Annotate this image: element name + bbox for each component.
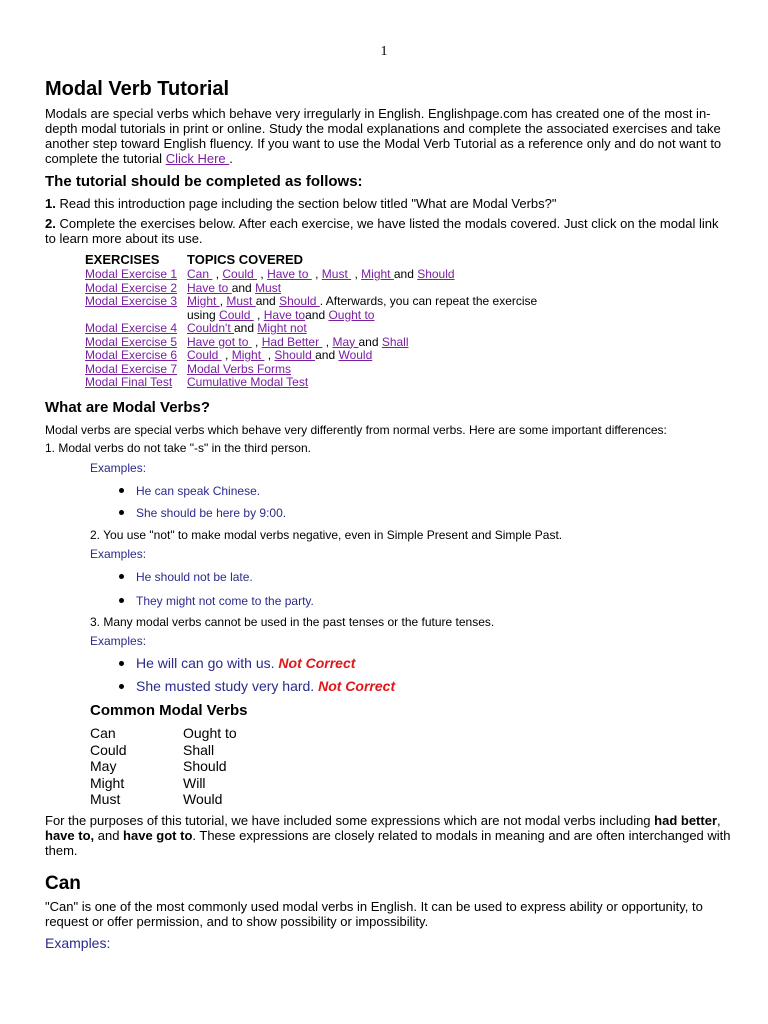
topic-link[interactable]: Would [338, 348, 373, 362]
topic-link[interactable]: Might [231, 348, 265, 362]
topic-link[interactable]: Should [417, 267, 455, 281]
exercise-row [85, 336, 537, 350]
topic-link[interactable]: Modal Verbs Forms [187, 361, 292, 376]
examples-label-3: Examples: [90, 634, 147, 648]
have-to-term: have to, [45, 828, 95, 843]
exercise-link[interactable]: Modal Exercise 5 [85, 334, 178, 349]
topic-separator: , [322, 334, 333, 349]
topic-link[interactable]: May [332, 334, 359, 349]
topic-separator: and [315, 348, 339, 362]
exercise-cell [85, 336, 187, 350]
what-are-modal-verbs-heading: What are Modal Verbs? [45, 399, 211, 416]
topic-link[interactable]: Cumulative Modal Test [187, 375, 309, 389]
topic-separator: and [255, 294, 280, 308]
can-examples-label: Examples: [45, 935, 111, 951]
topic-link[interactable]: Might [361, 267, 394, 281]
incorrect-example [119, 655, 395, 671]
topic-link[interactable]: Have to [187, 280, 232, 295]
exercise-row [85, 363, 537, 377]
expressions-paragraph [45, 813, 735, 858]
what-are-intro: Modal verbs are special verbs which behave very differently from normal verbs. Here are some important differences: [45, 423, 667, 437]
had-better-term: had better [654, 813, 717, 828]
topic-link[interactable]: Might not [257, 321, 307, 335]
point-1: 1. Modal verbs do not take "-s" in the third person. [45, 441, 311, 455]
modal-verb-row [90, 758, 237, 775]
can-heading: Can [45, 873, 81, 894]
topic-link[interactable]: Must [226, 294, 256, 308]
exercises-column-header: EXERCISES [85, 252, 160, 267]
topic-link[interactable]: Must [321, 267, 352, 281]
topic-separator: and [231, 280, 256, 295]
modal-verb-row [90, 725, 237, 742]
topic-link[interactable]: Shall [381, 334, 409, 349]
modal-verb-cell: Would [183, 791, 223, 807]
exercise-link[interactable]: Modal Exercise 4 [85, 321, 178, 335]
point-2: 2. You use "not" to make modal verbs negative, even in Simple Present and Simple Past. [90, 528, 563, 542]
examples-label-2: Examples: [90, 547, 147, 561]
topic-separator: , [251, 334, 262, 349]
topic-link[interactable]: Have got to [187, 334, 252, 349]
exercise-link[interactable]: Modal Exercise 7 [85, 361, 178, 376]
common-modal-verbs-body [90, 725, 237, 808]
common-modal-verbs-heading: Common Modal Verbs [90, 702, 248, 719]
topic-separator: , [221, 348, 232, 362]
exercise-link[interactable]: Modal Exercise 2 [85, 280, 178, 295]
exercise-link[interactable]: Modal Exercise 3 [85, 294, 178, 308]
topic-link[interactable]: Ought to [328, 307, 375, 322]
topic-separator: and [234, 321, 258, 335]
topic-link[interactable]: Can [187, 267, 213, 281]
topic-separator: , [351, 267, 362, 281]
exercise-cell [85, 295, 187, 309]
topic-separator: , [253, 307, 264, 322]
step-2-number: 2. [45, 216, 56, 231]
topic-separator: , [219, 294, 227, 308]
modal-verb-cell: Can [90, 725, 116, 741]
exercise-row [85, 282, 537, 296]
expressions-text: , [717, 813, 721, 828]
example-item: She should be here by 9:00. [119, 506, 286, 520]
exercise-cell [85, 268, 187, 282]
modal-verb-cell: Ought to [183, 725, 237, 741]
expressions-text: For the purposes of this tutorial, we have included some expressions which are not modal verbs including [45, 813, 655, 828]
examples-list-1 [119, 484, 286, 520]
exercises-table-body [85, 268, 537, 390]
example-item: He can speak Chinese. [119, 484, 286, 498]
step-2-text: Complete the exercises below. After each exercise, we have listed the modals covered. Just click on the modal link to learn more about its use. [45, 216, 719, 246]
not-correct-flag: Not Correct [318, 678, 396, 694]
exercise-cell [85, 349, 187, 363]
exercise-row [85, 349, 537, 363]
topic-separator: and [305, 307, 329, 322]
example-text: She musted study very hard. [136, 678, 319, 694]
topic-link[interactable]: Could [187, 348, 222, 362]
exercise-link[interactable]: Modal Exercise 1 [85, 267, 178, 281]
exercise-cell [85, 309, 187, 323]
topic-separator: using [187, 307, 220, 322]
topics-cell [187, 349, 537, 363]
point-3: 3. Many modal verbs cannot be used in the past tenses or the future tenses. [90, 615, 495, 629]
have-got-to-term: have got to [123, 828, 193, 843]
topic-link[interactable]: Have to [263, 307, 306, 322]
examples-list-2 [119, 570, 314, 608]
topics-cell [187, 336, 537, 350]
topic-link[interactable]: Have to [267, 267, 312, 281]
example-text: He will can go with us. [136, 655, 279, 671]
step-1 [45, 196, 725, 211]
topics-cell [187, 268, 537, 282]
topic-separator: , [257, 267, 268, 281]
topic-link[interactable]: Had Better [261, 334, 323, 349]
topics-column-header: TOPICS COVERED [187, 252, 304, 267]
examples-label-1: Examples: [90, 461, 147, 475]
exercise-row [85, 376, 537, 390]
exercise-cell [85, 282, 187, 296]
modal-verb-cell: May [90, 758, 117, 774]
exercise-cell [85, 322, 187, 336]
step-1-number: 1. [45, 196, 56, 211]
modal-verb-row [90, 791, 237, 808]
topic-link[interactable]: Should [274, 348, 316, 362]
topic-separator: , [264, 348, 275, 362]
topic-link[interactable]: Must [255, 280, 282, 295]
exercise-link[interactable]: Modal Final Test [85, 375, 173, 389]
modal-verb-row [90, 742, 237, 759]
topic-link[interactable]: Should [279, 294, 320, 308]
not-correct-flag: Not Correct [278, 655, 356, 671]
exercise-row [85, 268, 537, 282]
steps-list [45, 196, 725, 246]
topic-link[interactable]: Could [222, 267, 258, 281]
topics-cell [187, 322, 537, 336]
intro-paragraph [45, 106, 725, 166]
modal-verb-cell: Could [90, 741, 127, 758]
exercise-cell [85, 376, 187, 390]
expressions-text: . These expressions are closely related to modals in meaning and are often interchanged with them. [45, 828, 731, 858]
exercise-row [85, 295, 537, 309]
modal-verb-cell: Will [183, 774, 206, 791]
common-modal-verbs-table [90, 725, 237, 808]
topic-separator: and [358, 334, 382, 349]
example-item: They might not come to the party. [119, 594, 314, 608]
can-description: "Can" is one of the most commonly used modal verbs in English. It can be used to express ability or opportunity, to request or offer permission, and to show possibility or impossibility. [45, 899, 703, 929]
modal-verb-cell: Must [90, 791, 121, 807]
completion-heading: The tutorial should be completed as follows: [45, 173, 363, 190]
intro-end: . [229, 151, 233, 166]
topic-link[interactable]: Might [187, 294, 220, 308]
topics-cell [187, 309, 537, 323]
expressions-text: and [94, 828, 124, 843]
topics-cell [187, 363, 537, 377]
exercise-cell [85, 363, 187, 377]
examples-list-3 [119, 655, 395, 694]
page-number: 1 [380, 44, 388, 59]
step-2 [45, 216, 725, 246]
page-title: Modal Verb Tutorial [45, 78, 230, 100]
topic-separator: and [393, 267, 418, 281]
example-item: He should not be late. [119, 570, 314, 584]
modal-verb-cell: Should [183, 758, 227, 774]
modal-verb-row [90, 775, 237, 792]
exercise-row [85, 322, 537, 336]
modal-verb-cell: Shall [183, 741, 215, 758]
intro-text: Modals are special verbs which behave very irregularly in English. Englishpage.com has created one of the most in-depth modal tutorials in print or online. Study the modal explanations and complete the associated exercises and take another step toward English fluency. If you want to use the Modal Verb Tutorial as a reference only and do not want to complete the tutorial [45, 106, 722, 166]
topics-cell [187, 282, 537, 296]
click-here-link[interactable]: Click Here [165, 151, 230, 166]
topics-cell [187, 376, 537, 390]
step-1-text: Read this introduction page including the section below titled "What are Modal Verbs?" [55, 196, 557, 211]
incorrect-example [119, 678, 395, 694]
exercise-link[interactable]: Modal Exercise 6 [85, 348, 178, 362]
topic-separator: , [212, 267, 223, 281]
topic-separator: , [311, 267, 322, 281]
modal-verb-cell: Might [90, 774, 125, 791]
topics-cell [187, 295, 537, 309]
topic-link[interactable]: Could [219, 307, 254, 322]
exercise-row [85, 309, 537, 323]
topic-separator: . Afterwards, you can repeat the exercise [319, 294, 538, 308]
exercises-table [85, 253, 537, 390]
topic-link[interactable]: Couldn't [187, 321, 234, 335]
